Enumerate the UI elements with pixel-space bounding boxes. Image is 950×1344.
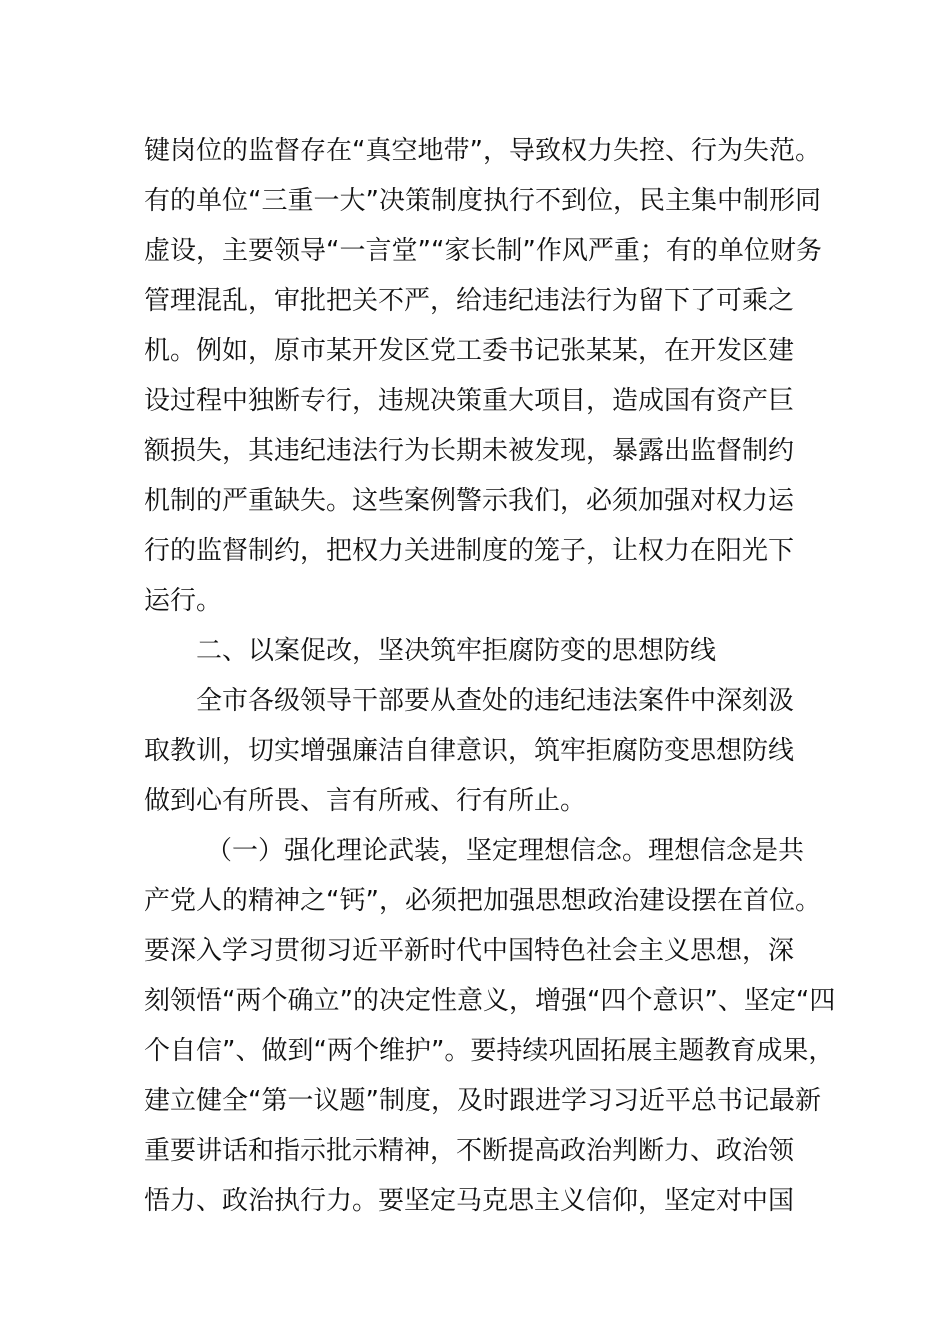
body-line: 额损失，其违纪违法行为长期未被发现，暴露出监督制约 (144, 436, 795, 466)
body-line: 取教训，切实增强廉洁自律意识，筑牢拒腐防变思想防线 (144, 736, 795, 766)
section-heading: 二、以案促改，坚决筑牢拒腐防变的思想防线 (196, 636, 717, 666)
body-line: 运行。 (144, 586, 223, 616)
body-line: 设过程中独断专行，违规决策重大项目，造成国有资产巨 (144, 386, 795, 416)
document-body (144, 126, 836, 1226)
body-line: 虚设，主要领导“一言堂”“家长制”作风严重；有的单位财务 (144, 236, 822, 266)
body-line: 机。例如，原市某开发区党工委书记张某某，在开发区建 (144, 336, 795, 366)
paragraph-first-line: 全市各级领导干部要从查处的违纪违法案件中深刻汲 (196, 686, 795, 716)
body-line: 有的单位“三重一大”决策制度执行不到位，民主集中制形同 (144, 186, 821, 216)
body-line: 建立健全“第一议题”制度，及时跟进学习习近平总书记最新 (144, 1086, 821, 1116)
subsection-first-line: （一）强化理论武装，坚定理想信念。理想信念是共 (206, 836, 805, 866)
body-line: 产党人的精神之“钙”，必须把加强思想政治建设摆在首位。 (144, 886, 821, 916)
body-line: 行的监督制约，把权力关进制度的笼子，让权力在阳光下 (144, 536, 795, 566)
body-line: 做到心有所畏、言有所戒、行有所止。 (144, 786, 587, 816)
body-line: 刻领悟“两个确立”的决定性意义，增强“四个意识”、坚定“四 (144, 986, 836, 1016)
body-line: 个自信”、做到“两个维护”。要持续巩固拓展主题教育成果， (144, 1036, 835, 1066)
body-line: 键岗位的监督存在“真空地带”，导致权力失控、行为失范。 (144, 136, 821, 166)
body-line: 要深入学习贯彻习近平新时代中国特色社会主义思想，深 (144, 936, 795, 966)
body-line: 机制的严重缺失。这些案例警示我们，必须加强对权力运 (144, 486, 795, 516)
body-line: 悟力、政治执行力。要坚定马克思主义信仰，坚定对中国 (144, 1186, 795, 1216)
body-line: 重要讲话和指示批示精神，不断提高政治判断力、政治领 (144, 1136, 795, 1166)
body-line: 管理混乱，审批把关不严，给违纪违法行为留下了可乘之 (144, 286, 795, 316)
